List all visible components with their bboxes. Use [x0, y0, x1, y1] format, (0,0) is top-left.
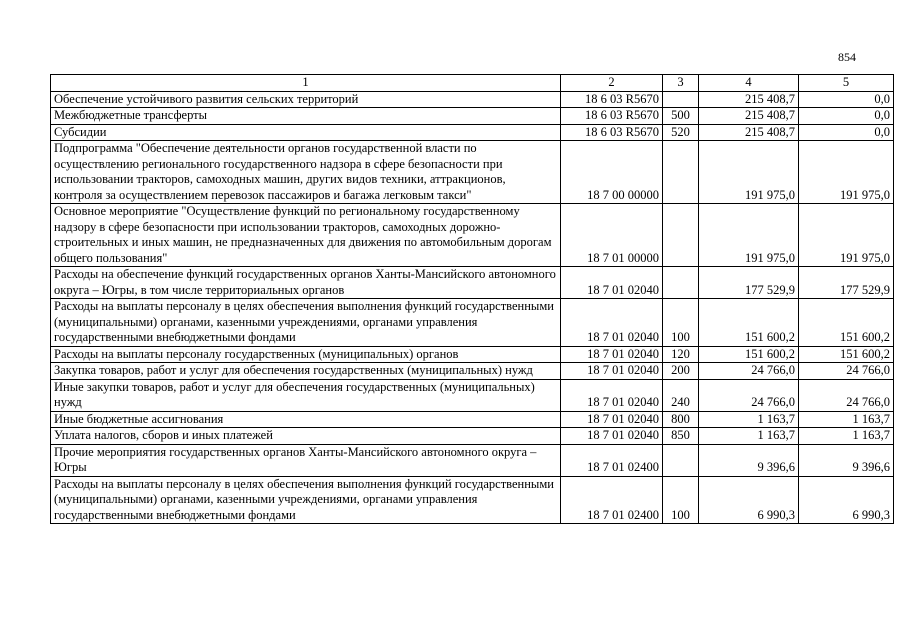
row-amount-1-cell: 1 163,7 — [699, 428, 799, 445]
row-code-cell: 18 7 01 02040 — [561, 267, 663, 299]
row-code-cell: 18 7 01 02040 — [561, 346, 663, 363]
table-row — [51, 299, 894, 347]
row-expense-type-cell: 850 — [663, 428, 699, 445]
table-row — [51, 141, 894, 204]
row-amount-2-cell: 6 990,3 — [799, 476, 894, 524]
row-name-cell: Межбюджетные трансферты — [51, 108, 561, 125]
table-row — [51, 411, 894, 428]
row-amount-1-cell: 24 766,0 — [699, 379, 799, 411]
row-code-cell: 18 7 01 02400 — [561, 476, 663, 524]
table-row — [51, 428, 894, 445]
budget-table-body — [51, 75, 894, 524]
budget-table — [50, 74, 894, 524]
row-expense-type-cell — [663, 204, 699, 267]
page-number: 854 — [838, 50, 856, 64]
row-amount-2-cell: 151 600,2 — [799, 346, 894, 363]
row-code-cell: 18 7 01 00000 — [561, 204, 663, 267]
table-row — [51, 124, 894, 141]
table-row — [51, 91, 894, 108]
row-amount-1-cell: 191 975,0 — [699, 141, 799, 204]
header-cell-code: 2 — [561, 75, 663, 92]
row-name-cell: Закупка товаров, работ и услуг для обеспечения государственных (муниципальных) нужд — [51, 363, 561, 380]
row-amount-1-cell: 151 600,2 — [699, 299, 799, 347]
row-code-cell: 18 6 03 R5670 — [561, 91, 663, 108]
table-row — [51, 444, 894, 476]
row-amount-2-cell: 0,0 — [799, 91, 894, 108]
row-name-cell: Расходы на выплаты персоналу государственных (муниципальных) органов — [51, 346, 561, 363]
row-name-cell: Основное мероприятие "Осуществление функций по региональному государственному надзору в сфере безопасности при использовании тракторов, самоходных дорожно-строительных и иных машин, не предназначенных для движения по автомобильным дорогам общего пользования" — [51, 204, 561, 267]
row-code-cell: 18 7 01 02040 — [561, 379, 663, 411]
row-amount-1-cell: 215 408,7 — [699, 108, 799, 125]
row-name-cell: Обеспечение устойчивого развития сельских территорий — [51, 91, 561, 108]
table-row — [51, 204, 894, 267]
header-cell-expense-type: 3 — [663, 75, 699, 92]
table-row — [51, 346, 894, 363]
row-expense-type-cell: 100 — [663, 299, 699, 347]
row-amount-1-cell: 191 975,0 — [699, 204, 799, 267]
row-amount-1-cell: 6 990,3 — [699, 476, 799, 524]
table-row — [51, 108, 894, 125]
row-code-cell: 18 7 01 02400 — [561, 444, 663, 476]
row-name-cell: Иные бюджетные ассигнования — [51, 411, 561, 428]
row-amount-2-cell: 0,0 — [799, 108, 894, 125]
row-amount-1-cell: 1 163,7 — [699, 411, 799, 428]
row-expense-type-cell: 200 — [663, 363, 699, 380]
row-code-cell: 18 6 03 R5670 — [561, 124, 663, 141]
row-name-cell: Расходы на выплаты персоналу в целях обеспечения выполнения функций государственными (муниципальными) органами, казенными учреждениями, органами управления государственными внебюджетными фондами — [51, 299, 561, 347]
row-amount-2-cell: 151 600,2 — [799, 299, 894, 347]
row-expense-type-cell — [663, 91, 699, 108]
row-amount-2-cell: 9 396,6 — [799, 444, 894, 476]
row-code-cell: 18 7 00 00000 — [561, 141, 663, 204]
header-row — [51, 75, 894, 92]
row-expense-type-cell — [663, 444, 699, 476]
table-row — [51, 379, 894, 411]
row-name-cell: Уплата налогов, сборов и иных платежей — [51, 428, 561, 445]
row-amount-1-cell: 215 408,7 — [699, 91, 799, 108]
row-amount-2-cell: 191 975,0 — [799, 141, 894, 204]
row-expense-type-cell: 120 — [663, 346, 699, 363]
header-cell-amount-1: 4 — [699, 75, 799, 92]
row-amount-1-cell: 215 408,7 — [699, 124, 799, 141]
row-expense-type-cell: 500 — [663, 108, 699, 125]
row-amount-1-cell: 24 766,0 — [699, 363, 799, 380]
row-code-cell: 18 7 01 02040 — [561, 428, 663, 445]
row-amount-2-cell: 24 766,0 — [799, 363, 894, 380]
row-code-cell: 18 7 01 02040 — [561, 363, 663, 380]
row-amount-2-cell: 177 529,9 — [799, 267, 894, 299]
row-expense-type-cell — [663, 267, 699, 299]
row-name-cell: Иные закупки товаров, работ и услуг для обеспечения государственных (муниципальных) нужд — [51, 379, 561, 411]
row-expense-type-cell — [663, 141, 699, 204]
row-name-cell: Субсидии — [51, 124, 561, 141]
row-amount-2-cell: 24 766,0 — [799, 379, 894, 411]
row-name-cell: Подпрограмма "Обеспечение деятельности органов государственной власти по осуществлению регионального государственного надзора в сфере безопасности при использовании тракторов, самоходных машин, других видов техники, аттракционов, контроля за осуществлением перевозок пассажиров и багажа легковым такси" — [51, 141, 561, 204]
row-amount-2-cell: 0,0 — [799, 124, 894, 141]
row-amount-1-cell: 9 396,6 — [699, 444, 799, 476]
row-code-cell: 18 7 01 02040 — [561, 299, 663, 347]
row-expense-type-cell: 240 — [663, 379, 699, 411]
row-name-cell: Расходы на обеспечение функций государственных органов Ханты-Мансийского автономного округа – Югры, в том числе территориальных органов — [51, 267, 561, 299]
row-name-cell: Прочие мероприятия государственных органов Ханты-Мансийского автономного округа – Югры — [51, 444, 561, 476]
row-code-cell: 18 6 03 R5670 — [561, 108, 663, 125]
table-row — [51, 267, 894, 299]
table-row — [51, 476, 894, 524]
row-amount-2-cell: 1 163,7 — [799, 428, 894, 445]
row-code-cell: 18 7 01 02040 — [561, 411, 663, 428]
table-row — [51, 363, 894, 380]
row-name-cell: Расходы на выплаты персоналу в целях обеспечения выполнения функций государственными (муниципальными) органами, казенными учреждениями, органами управления государственными внебюджетными фондами — [51, 476, 561, 524]
row-amount-2-cell: 1 163,7 — [799, 411, 894, 428]
header-cell-name: 1 — [51, 75, 561, 92]
row-amount-1-cell: 151 600,2 — [699, 346, 799, 363]
row-expense-type-cell: 800 — [663, 411, 699, 428]
row-amount-2-cell: 191 975,0 — [799, 204, 894, 267]
row-amount-1-cell: 177 529,9 — [699, 267, 799, 299]
row-expense-type-cell: 520 — [663, 124, 699, 141]
header-cell-amount-2: 5 — [799, 75, 894, 92]
row-expense-type-cell: 100 — [663, 476, 699, 524]
